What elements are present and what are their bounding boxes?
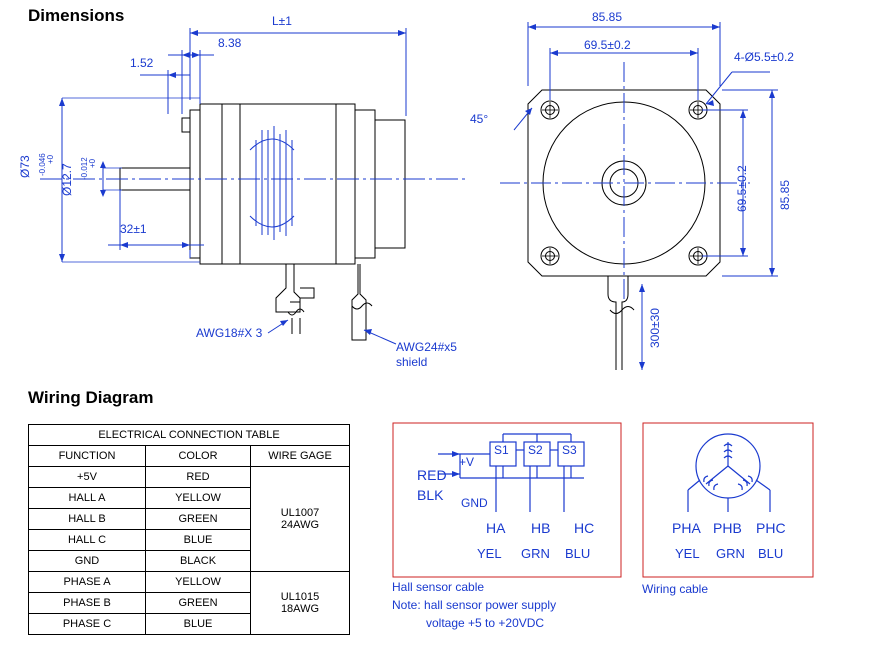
dim-dia-12-7: Ø12.7 xyxy=(60,163,74,196)
table-header-wire-gage: WIRE GAGE xyxy=(251,446,350,467)
wiring-diagram-title: Wiring Diagram xyxy=(28,388,154,407)
label-pha: PHA xyxy=(672,520,701,536)
wire-gage-2-line1: UL1015 xyxy=(280,591,320,603)
label-blu-phase: BLU xyxy=(758,546,784,561)
cell-function: GND xyxy=(29,551,146,572)
dim-8-38: 8.38 xyxy=(218,36,242,50)
dim-dia-12-7-group xyxy=(60,150,100,220)
label-blu-hall: BLU xyxy=(565,546,591,561)
dim-dia-73-tol-bot: -0.046 xyxy=(38,153,47,176)
caption-hall-sensor-cable: Hall sensor cable xyxy=(392,580,485,594)
table-row xyxy=(29,572,350,593)
cell-color: RED xyxy=(146,467,251,488)
label-s2: S2 xyxy=(528,443,543,457)
label-yel-hall: YEL xyxy=(477,546,502,561)
caption-wiring-cable: Wiring cable xyxy=(642,582,709,596)
label-shield: shield xyxy=(396,355,428,369)
table-header-function: FUNCTION xyxy=(29,446,146,467)
label-s1: S1 xyxy=(494,443,509,457)
dim-69-5-top: 69.5±0.2 xyxy=(584,38,631,52)
label-red-lead: RED xyxy=(417,467,447,483)
dim-dia-73-tol-top: +0 xyxy=(46,154,55,164)
wire-gage-2-line2: 18AWG xyxy=(280,603,320,615)
cell-function: PHASE C xyxy=(29,614,146,635)
note-hall-line1: Note: hall sensor power supply xyxy=(392,598,557,612)
cell-function: +5V xyxy=(29,467,146,488)
cell-color: GREEN xyxy=(146,593,251,614)
cell-wire-gage-group-2 xyxy=(251,572,350,635)
front-view-drawing xyxy=(470,0,872,380)
cell-function: HALL C xyxy=(29,530,146,551)
cell-function: HALL B xyxy=(29,509,146,530)
dim-dia-12-7-tol-top: +0 xyxy=(88,158,97,168)
label-awg24: AWG24#x5 xyxy=(396,340,457,354)
label-yel-phase: YEL xyxy=(675,546,700,561)
label-v-plus: +V xyxy=(459,455,475,469)
cell-color: YELLOW xyxy=(146,572,251,593)
label-ha: HA xyxy=(486,520,506,536)
cell-color: BLUE xyxy=(146,614,251,635)
cell-color: BLACK xyxy=(146,551,251,572)
dim-1-52: 1.52 xyxy=(130,56,154,70)
table-header-color: COLOR xyxy=(146,446,251,467)
cell-color: YELLOW xyxy=(146,488,251,509)
label-s3: S3 xyxy=(562,443,577,457)
note-hall-line2: voltage +5 to +20VDC xyxy=(426,616,545,630)
dim-cable-length: 300±30 xyxy=(648,308,662,348)
electrical-connection-table xyxy=(28,424,350,635)
table-title: ELECTRICAL CONNECTION TABLE xyxy=(29,425,350,446)
cell-color: BLUE xyxy=(146,530,251,551)
table-row xyxy=(29,467,350,488)
cell-function: PHASE A xyxy=(29,572,146,593)
dim-85-85-right: 85.85 xyxy=(778,179,792,210)
cell-color: GREEN xyxy=(146,509,251,530)
dim-dia-12-7-tol-bot: -0.012 xyxy=(80,157,89,180)
wire-gage-1-line1: UL1007 xyxy=(280,507,320,519)
label-blk-lead: BLK xyxy=(417,487,444,503)
dim-dia-73-group xyxy=(18,150,60,210)
dim-69-5-right: 69.5±0.2 xyxy=(735,165,749,212)
label-grn-hall: GRN xyxy=(521,546,550,561)
label-gnd: GND xyxy=(461,496,488,510)
dim-85-85-top: 85.85 xyxy=(592,10,623,24)
label-phb: PHB xyxy=(713,520,742,536)
cell-function: HALL A xyxy=(29,488,146,509)
cell-wire-gage-group-1 xyxy=(251,467,350,572)
label-phc: PHC xyxy=(756,520,786,536)
label-hb: HB xyxy=(531,520,551,536)
label-grn-phase: GRN xyxy=(716,546,745,561)
label-hc: HC xyxy=(574,520,595,536)
label-mounting-holes: 4-Ø5.5±0.2 xyxy=(734,50,794,64)
dim-32: 32±1 xyxy=(120,222,147,236)
dim-length: L±1 xyxy=(272,14,292,28)
label-awg18: AWG18#X 3 xyxy=(196,326,263,340)
dim-45-deg: 45° xyxy=(470,112,489,126)
cell-function: PHASE B xyxy=(29,593,146,614)
dim-dia-73: Ø73 xyxy=(18,155,32,178)
dimensions-title: Dimensions xyxy=(28,6,125,25)
wire-gage-1-line2: 24AWG xyxy=(280,519,320,531)
